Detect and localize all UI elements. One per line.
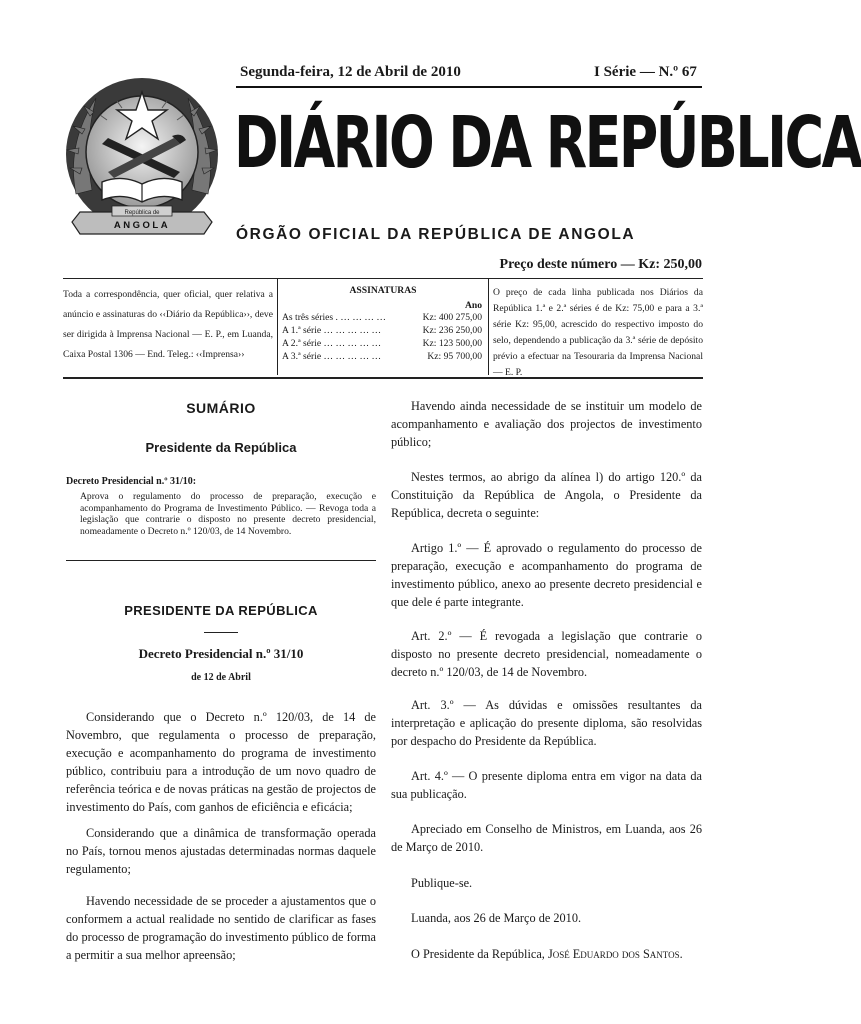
decree-article: Art. 4.º — O presente diploma entra em vigor na data da sua publicação. xyxy=(391,769,702,801)
angola-emblem-icon xyxy=(62,74,222,244)
subscriptions-year-label: Ano xyxy=(464,300,482,311)
decree-place-date: Luanda, aos 26 de Março de 2010. xyxy=(411,911,582,925)
header-rule xyxy=(236,86,702,88)
decree-article: Art. 3.º — As dúvidas e omissões resultantes da interpretação e aplicação do presente diploma, são resolvidas por despacho do Presidente da República. xyxy=(391,698,702,748)
subscription-label: A 2.ª série … … … … … xyxy=(282,338,382,349)
decree-title: Decreto Presidencial n.º 31/10 xyxy=(138,646,304,661)
issue-date: Segunda-feira, 12 de Abril de 2010 xyxy=(240,64,461,80)
masthead-title: DIÁRIO DA REPÚBLICA xyxy=(234,102,861,185)
pricing-note: O preço de cada linha publicada nos Diários da República 1.ª e 2.ª séries é de Kz: 75,00 e para a 3.ª série Kz: 95,00, acrescido do respectivo imposto do selo, dependendo a publicação da 3.ª série de depósito prévio a efectuar na Tesouraria da Imprensa Nacional — E. P. xyxy=(493,287,703,378)
subscription-label: As três séries . … … … … xyxy=(282,312,386,323)
decree-date: de 12 de Abril xyxy=(191,672,251,683)
decree-paragraph: Havendo necessidade de se proceder a ajustamentos que o conformem a actual realidade no sentido de clarificar as fases do processo de programação do investimento público de forma a permitir a sua melhor apreensão; xyxy=(66,894,376,962)
decree-signature: O Presidente da República, José Eduardo dos Santos. xyxy=(411,947,683,961)
subscription-label: A 1.ª série … … … … … xyxy=(282,325,382,336)
decree-article: Artigo 1.º — É aprovado o regulamento do processo de preparação, execução e acompanhamento do programa de investimento público, anexo ao presente decreto presidencial e que dele é parte integrante. xyxy=(391,541,702,609)
decree-paragraph: Considerando que a dinâmica de transformação operada no País, tornou menos ajustadas determinadas normas daquele regulamento; xyxy=(66,826,376,876)
subscription-row xyxy=(278,311,488,324)
decree-paragraph: Havendo ainda necessidade de se instituir um modelo de acompanhamento e avaliação dos projectos de investimento público; xyxy=(391,399,702,449)
summary-description: Aprova o regulamento do processo de preparação, execução e acompanhamento do Programa de Investimento Público. — Revoga toda a legislação que contrarie o disposto no presente decreto presidencial, nomeadamente o Decreto n.º 120/03, de 14 Novembro. xyxy=(80,491,376,537)
summary-decree: Decreto Presidencial n.º 31/10: xyxy=(66,476,197,487)
summary-section: Presidente da República xyxy=(145,440,297,455)
subscription-row xyxy=(278,337,488,350)
info-box xyxy=(63,278,703,379)
subscription-value: Kz: 123 500,00 xyxy=(422,338,482,349)
decree-paragraph: Considerando que o Decreto n.º 120/03, de 14 de Novembro, que regulamenta o processo de preparação, execução e acompanhamento do programa de investimento público, contribuiu para a introdução de um novo quadro de referência teórica e de novas práticas na gestão de projectos de investimento do País, com ganhos de eficiência e eficácia; xyxy=(66,710,376,814)
issue-series: I Série — N.º 67 xyxy=(594,64,697,80)
subscription-label: A 3.ª série … … … … … xyxy=(282,351,382,362)
summary-rule xyxy=(66,560,376,561)
decree-paragraph: Nestes termos, ao abrigo da alínea l) do artigo 120.º da Constituição da República de Angola, o Presidente da República, decreta o seguinte: xyxy=(391,470,702,520)
masthead-subtitle: ÓRGÃO OFICIAL DA REPÚBLICA DE ANGOLA xyxy=(236,226,636,243)
subscription-row xyxy=(278,324,488,337)
signature-name: José Eduardo dos Santos xyxy=(547,947,680,961)
correspondence-note: Toda a correspondência, quer oficial, quer relativa a anúncio e assinaturas do ‹‹Diário da República››, deve ser dirigida à Imprensa Nacional — E. P., em Luanda, Caixa Postal 1306 — End. Teleg.: ‹‹Imprensa›› xyxy=(63,289,273,360)
summary-title: SUMÁRIO xyxy=(186,400,256,416)
subscription-value: Kz: 236 250,00 xyxy=(422,325,482,336)
decree-divider xyxy=(204,632,238,633)
subscription-value: Kz: 400 275,00 xyxy=(422,312,482,323)
subscriptions-table xyxy=(277,279,489,375)
decree-section: PRESIDENTE DA REPÚBLICA xyxy=(124,603,318,618)
subscription-value: Kz: 95 700,00 xyxy=(427,351,482,362)
emblem-ribbon-text: ANGOLA xyxy=(113,220,171,231)
decree-article: Art. 2.º — É revogada a legislação que contrarie o disposto no presente decreto presidencial, nomeadamente o decreto n.º 120/03, de 14 de Novembro. xyxy=(391,629,702,679)
emblem-ribbon-small: República de xyxy=(124,210,160,216)
issue-price: Preço deste número — Kz: 250,00 xyxy=(499,257,702,272)
subscription-row xyxy=(278,350,488,363)
decree-approval: Apreciado em Conselho de Ministros, em Luanda, aos 26 de Março de 2010. xyxy=(391,822,702,854)
decree-publish: Publique-se. xyxy=(411,876,473,890)
subscriptions-heading: ASSINATURAS xyxy=(349,285,417,296)
